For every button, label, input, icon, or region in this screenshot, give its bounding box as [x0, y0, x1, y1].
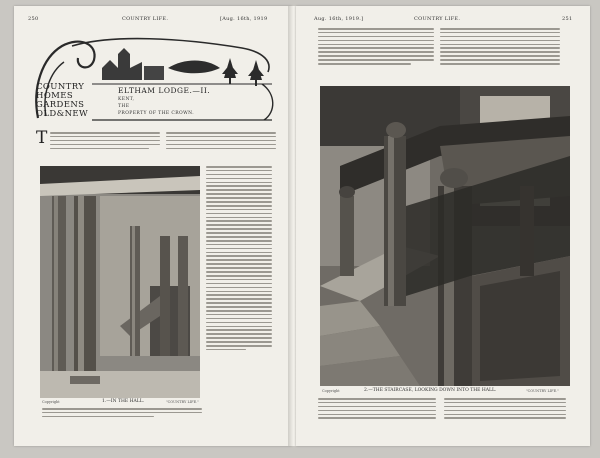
page-number-left: 250	[28, 16, 39, 22]
right-page	[296, 6, 590, 446]
caption-text-left	[42, 408, 202, 420]
magazine-spread	[14, 6, 590, 446]
running-date-left: [Aug. 16th, 1919	[220, 16, 268, 22]
text-column-left-2	[166, 132, 276, 151]
photo-credit-right-1: "COUNTRY LIFE."	[166, 400, 199, 404]
masthead-line: COUNTRY	[36, 82, 85, 92]
running-title-right: COUNTRY LIFE.	[414, 16, 461, 22]
left-page	[14, 6, 292, 446]
staircase-photo	[320, 86, 570, 386]
page-number-right: 251	[562, 16, 573, 22]
photo-credit-left-2: Copyright	[322, 389, 340, 393]
article-heading	[118, 86, 278, 116]
hall-photo	[40, 166, 200, 398]
drop-cap: T	[36, 128, 48, 148]
running-date-right: Aug. 16th, 1919.]	[314, 16, 364, 22]
text-column-right-2	[440, 28, 560, 67]
hall-caption: 1.—IN THE HALL.	[102, 399, 145, 404]
masthead-line: HOMES	[36, 91, 74, 101]
masthead-line: GARDENS	[36, 100, 85, 110]
running-title-left: COUNTRY LIFE.	[122, 16, 169, 22]
staircase-caption: 2.—THE STAIRCASE, LOOKING DOWN INTO THE HALL.	[364, 388, 497, 393]
text-column-left-1	[50, 132, 160, 151]
article-subtitle-2: THE	[118, 104, 130, 109]
article-subtitle-1: KENT,	[118, 97, 135, 102]
masthead-line: OLD&NEW	[36, 109, 89, 119]
text-column-right-4	[444, 398, 566, 421]
article-subtitle-3: PROPERTY OF THE CROWN.	[118, 111, 195, 116]
text-column-left-3	[206, 166, 272, 353]
masthead-title	[36, 83, 114, 119]
text-column-right-3	[318, 398, 436, 421]
photo-credit-left-1: Copyright	[42, 400, 60, 404]
text-column-right-1	[318, 28, 434, 67]
photo-credit-right-2: "COUNTRY LIFE."	[526, 389, 559, 393]
article-title: ELTHAM LODGE.—II.	[118, 86, 211, 95]
